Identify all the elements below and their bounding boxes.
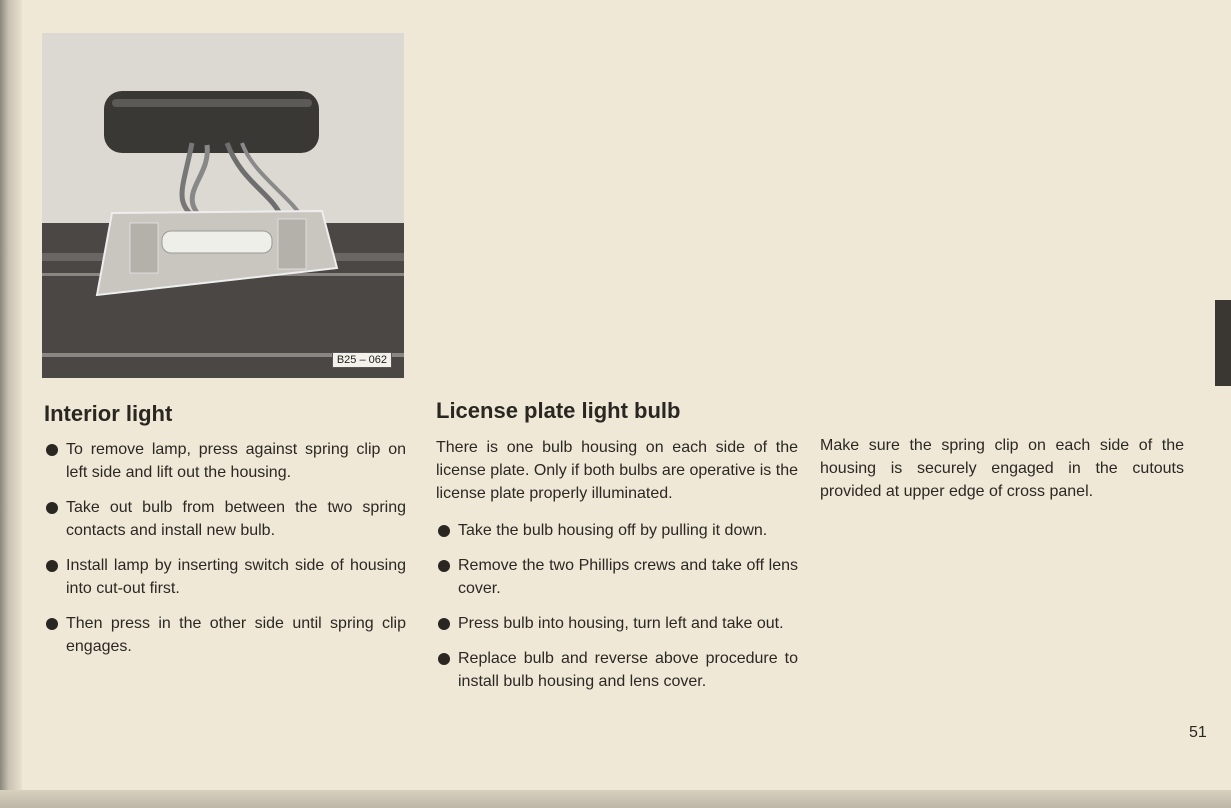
list-item: Remove the two Phillips crews and take off lens cover. — [436, 554, 798, 600]
list-item: To remove lamp, press against spring clip on left side and lift out the housing. — [44, 438, 406, 484]
list-item: Press bulb into housing, turn left and take out. — [436, 612, 798, 635]
list-item: Replace bulb and reverse above procedure to install bulb housing and lens cover. — [436, 647, 798, 693]
spring-clip-note: Make sure the spring clip on each side of the housing is securely engaged in the cutouts provided at upper edge of cross panel. — [820, 437, 1184, 500]
bullet-dot-icon — [46, 502, 58, 514]
bullet-dot-icon — [438, 653, 450, 665]
list-item: Take the bulb housing off by pulling it down. — [436, 519, 798, 542]
page-number: 51 — [1189, 724, 1207, 741]
bullet-dot-icon — [46, 444, 58, 456]
bullet-dot-icon — [46, 618, 58, 630]
list-item: Take out bulb from between the two spring contacts and install new bulb. — [44, 496, 406, 542]
page-edge-tab — [1215, 300, 1231, 386]
interior-light-heading: Interior light — [44, 401, 173, 426]
lamp-photo — [42, 33, 404, 378]
bullet-dot-icon — [438, 618, 450, 630]
lamp-photo-illustration — [42, 33, 404, 378]
bullet-dot-icon — [438, 560, 450, 572]
bullet-dot-icon — [46, 560, 58, 572]
license-plate-section — [436, 436, 798, 705]
page-binding-shadow — [0, 0, 22, 808]
bullet-dot-icon — [438, 525, 450, 537]
license-plate-intro: There is one bulb housing on each side of the license plate. Only if both bulbs are operative is the license plate properly illuminated. — [436, 439, 798, 502]
list-item: Then press in the other side until spring clip engages. — [44, 612, 406, 658]
interior-light-steps — [44, 438, 406, 670]
figure-reference-label: B25 – 062 — [332, 352, 392, 368]
page-bottom-edge — [0, 790, 1231, 808]
license-plate-heading: License plate light bulb — [436, 398, 681, 423]
list-item: Install lamp by inserting switch side of housing into cut-out first. — [44, 554, 406, 600]
